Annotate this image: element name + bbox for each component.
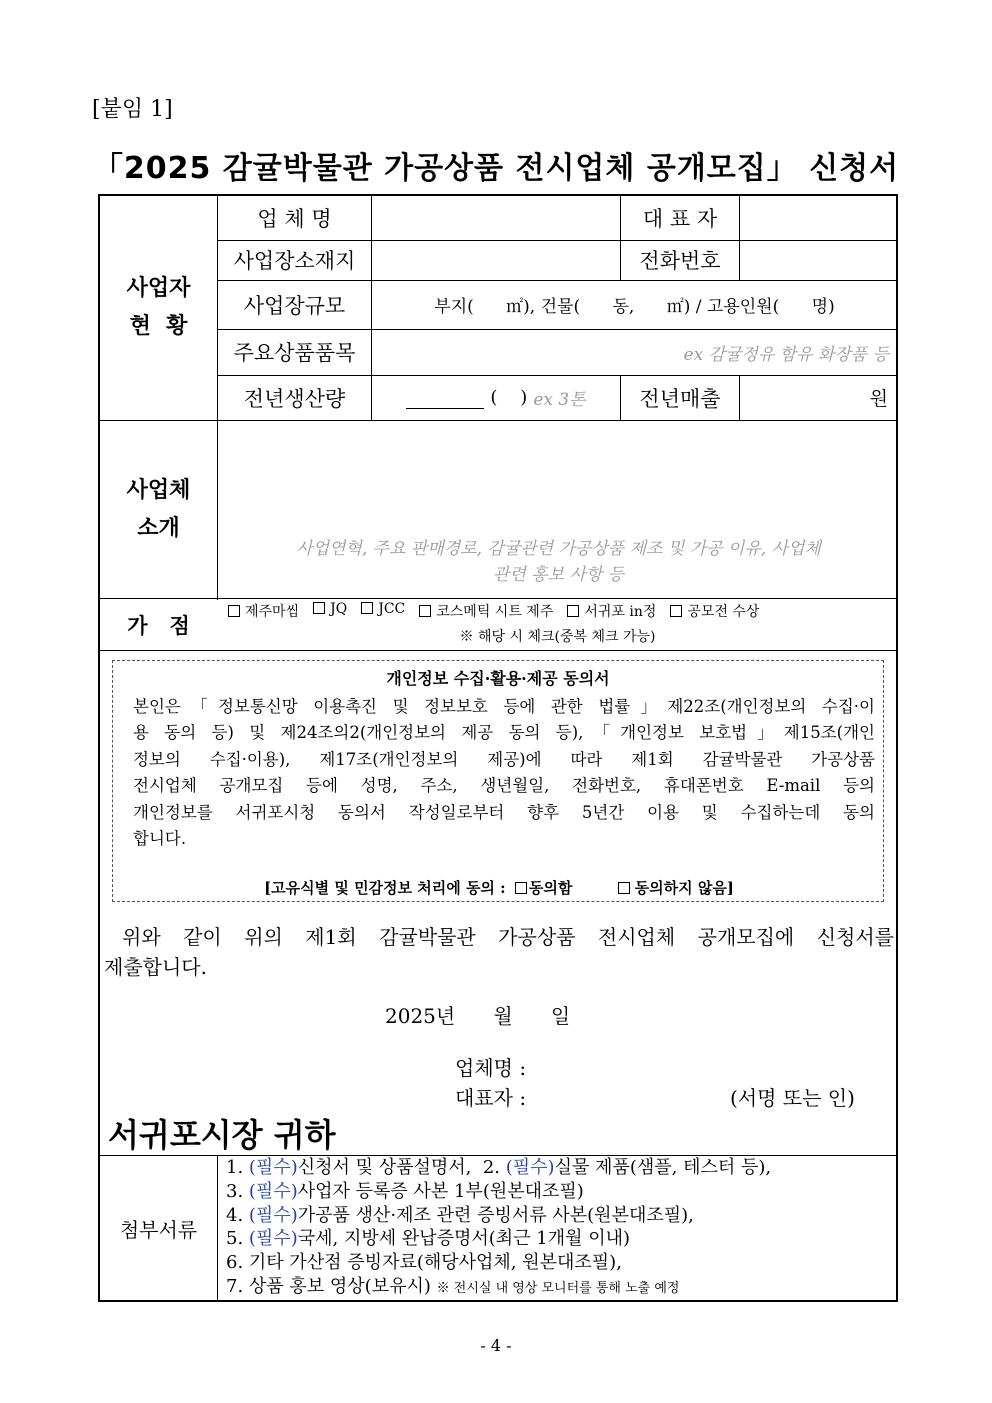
business-status-label-line1: 사업자 [126, 275, 191, 301]
attachments-list [226, 1156, 894, 1301]
checkbox[interactable] [228, 605, 240, 617]
representative-field[interactable] [740, 196, 896, 240]
consent-agree-row: [고유식별 및 민감정보 처리에 동의 : 동의함 동의하지 않음] [264, 879, 734, 897]
attachment-item: 7. 상품 홍보 영상(보유시) ※ 전시실 내 영상 모니터를 통해 노출 예정 [226, 1275, 680, 1297]
business-intro-label-line1: 사업체 [126, 477, 191, 503]
business-intro-label [100, 421, 217, 598]
bonus-option[interactable]: 코스메틱 시트 제주 [419, 601, 553, 621]
sales-unit: 원 [869, 388, 888, 410]
declaration: 위와 같이 위의 제1회 감귤박물관 가공상품 전시업체 공개모집에 신청서를 제출합니다. [104, 925, 894, 979]
scale-field[interactable]: 부지( ㎡), 건물( 동, ㎡) / 고용인원( 명) [434, 297, 835, 317]
business-intro-field[interactable] [218, 421, 897, 598]
business-status-label-line2: 현 황 [129, 313, 188, 339]
date-line: 2025년 월 일 [385, 1004, 571, 1028]
production-label: 전년생산량 [243, 386, 346, 411]
bonus-note: ※ 해당 시 체크(중복 체크 가능) [459, 629, 656, 645]
bonus-option[interactable]: JQ [313, 601, 347, 621]
production-unit: ( ) [490, 387, 528, 408]
bonus-points-options [218, 599, 897, 650]
page-title: 「2025 감귤박물관 가공상품 전시업체 공개모집」 신청서 [92, 151, 900, 186]
phone-field[interactable] [740, 241, 896, 280]
sales-label: 전년매출 [639, 386, 721, 411]
company-name-field[interactable] [372, 196, 620, 240]
attachments-label: 첨부서류 [119, 1218, 198, 1242]
signature-hint: (서명 또는 인) [730, 1086, 855, 1110]
checkbox[interactable] [313, 602, 325, 614]
privacy-consent-box [112, 660, 884, 902]
rep-sign-label: 대표자 : [455, 1086, 527, 1110]
business-intro-label-line2: 소개 [137, 515, 180, 541]
intro-hint-line1: 사업연혁, 주요 판매경로, 감귤관련 가공상품 제조 및 가공 이유, 사업체 [296, 539, 821, 559]
bonus-option[interactable]: JCC [361, 601, 405, 621]
attachment-item: 5. (필수)국세, 지방세 완납증명서(최근 1개월 이내) [226, 1228, 631, 1250]
disagree-checkbox[interactable] [618, 882, 630, 894]
sales-field[interactable] [740, 375, 888, 420]
scale-label: 사업장규모 [243, 293, 346, 318]
products-label: 주요상품품목 [233, 341, 356, 365]
agree-checkbox[interactable] [515, 882, 527, 894]
checkbox[interactable] [670, 605, 682, 617]
agree-option[interactable]: 동의함 [515, 879, 572, 897]
page-number: - 4 - [480, 1336, 512, 1355]
checkbox[interactable] [419, 605, 431, 617]
location-field[interactable] [372, 241, 620, 280]
intro-hint-line2: 관련 홍보 사항 등 [492, 565, 625, 585]
company-sign-label: 업체명 : [455, 1056, 527, 1080]
attachment-item: 4. (필수)가공품 생산·제조 관련 증빙서류 사본(원본대조필), [226, 1204, 694, 1226]
recipient: 서귀포시장 귀하 [108, 1116, 336, 1154]
bonus-option[interactable]: 공모전 수상 [670, 601, 759, 621]
attachment-note: ※ 전시실 내 영상 모니터를 통해 노출 예정 [436, 1280, 680, 1296]
production-hint: ex 3톤 [533, 390, 586, 410]
company-name-label: 업 체 명 [257, 206, 332, 231]
checkbox[interactable] [361, 602, 373, 614]
products-field[interactable] [372, 329, 889, 375]
business-status-label [100, 195, 217, 420]
location-label: 사업장소재지 [233, 249, 356, 273]
bonus-option[interactable]: 서귀포 in정 [567, 601, 656, 621]
attachment-label: [붙임 1] [92, 97, 173, 122]
checkbox[interactable] [567, 605, 579, 617]
consent-body: 본인은「정보통신망 이용촉진 및 정보보호 등에 관한 법률」제22조(개인정보의 수집·이 용 동의 등) 및 제24조의2(개인정보의 제공 동의 등),「개인정보 보호법」제15조(개인 정보의 수집·이용), 제17조(개인정보의 제공)에 따라 제1회 감귤박물관 가공상품 전시업체 공개모집 등에 성명, 주소, 생년월일, 전화번호, 휴대폰번호 E-mail 등의 개인정보를 서귀포시청 동의서 작성일로부터 향후 5년간 이용 및 수집하는데 동의 합니다. [133, 697, 875, 849]
phone-label: 전화번호 [639, 249, 721, 273]
disagree-option[interactable]: 동의하지 않음] [618, 879, 734, 897]
production-field[interactable] [372, 375, 620, 420]
attachment-item: 3. (필수)사업자 등록증 사본 1부(원본대조필) [226, 1180, 584, 1202]
representative-label: 대 표 자 [642, 206, 718, 231]
attachment-item: 1. (필수)신청서 및 상품설명서, 2. (필수)실물 제품(샘플, 테스터 등), [226, 1157, 772, 1178]
consent-heading: 개인정보 수집·활용·제공 동의서 [386, 669, 610, 688]
attachment-item: 6. 기타 가산점 증빙자료(해당사업체, 원본대조필), [226, 1252, 622, 1274]
bonus-option[interactable]: 제주마씸 [228, 601, 299, 621]
bonus-points-label: 가 점 [127, 613, 190, 638]
products-hint: ex 감귤정유 함유 화장품 등 [683, 344, 889, 365]
